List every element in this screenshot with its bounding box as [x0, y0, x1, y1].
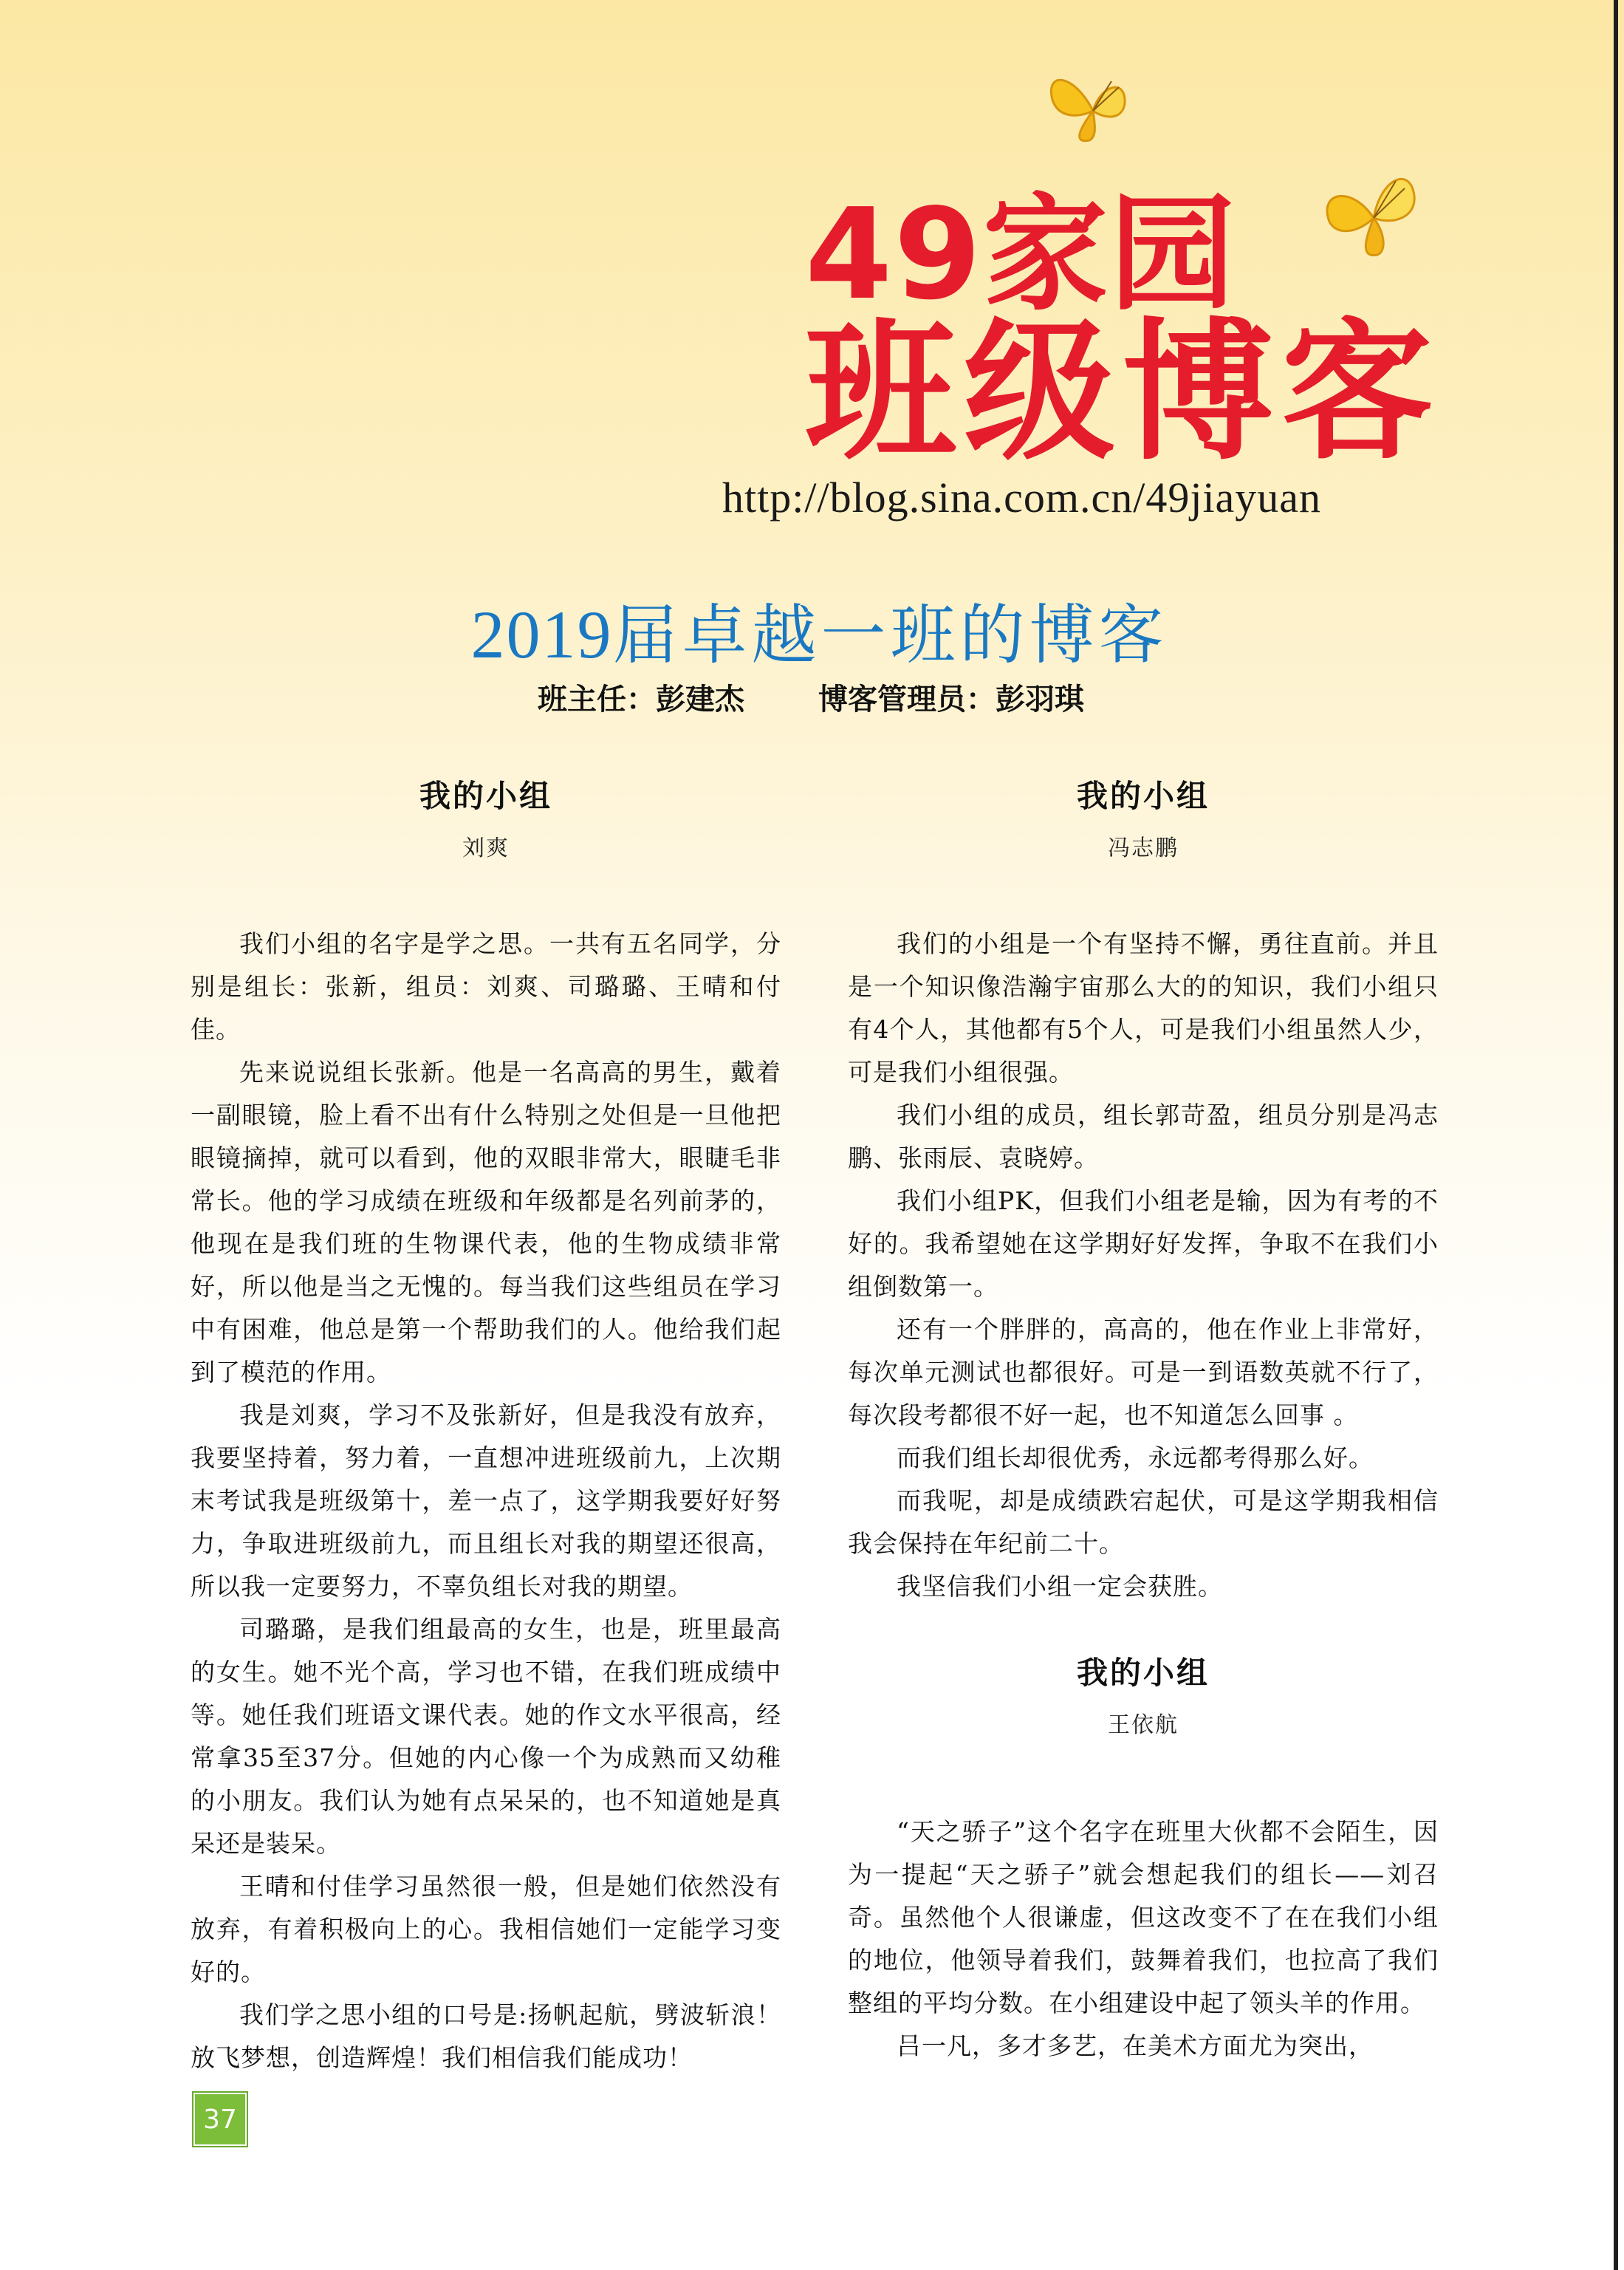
paragraph: 还有一个胖胖的，高高的，他在作业上非常好，每次单元测试也都很好。可是一到语数英就不行了，每次段考都很不好一起，也不知道怎么回事 。	[848, 1315, 1439, 1429]
masthead-title-line1: 49家园	[805, 182, 1237, 328]
blog-url[interactable]: http://blog.sina.com.cn/49jiayuan	[722, 474, 1322, 522]
article-title: 我的小组	[1076, 778, 1210, 814]
paragraph: 王晴和付佳学习虽然很一般，但是她们依然没有放弃，有着积极向上的心。我相信她们一定能学习变好的。	[191, 1872, 781, 1986]
article-body	[191, 923, 781, 2079]
staff-line	[538, 676, 1084, 718]
article-wang-yihang	[848, 1649, 1439, 2068]
paragraph: 我是刘爽，学习不及张新好，但是我没有放弃，我要坚持着，努力着，一直想冲进班级前九，上次期末考试我是班级第十，差一点了，这学期我要好好努力，争取进班级前九，而且组长对我的期望还很高，所以我一定要努力，不辜负组长对我的期望。	[191, 1401, 781, 1601]
article-feng-zhipeng	[848, 772, 1439, 1608]
article-title: 我的小组	[1076, 1655, 1210, 1691]
butterfly-icon	[1038, 66, 1148, 155]
paragraph: 我们小组的成员，组长郭苛盈，组员分别是冯志鹏、张雨辰、袁晓婷。	[848, 1101, 1439, 1172]
paragraph: 吕一凡，多才多艺，在美术方面尤为突出，	[897, 2031, 1374, 2060]
butterfly-icon	[1315, 163, 1433, 266]
paragraph: 我们的小组是一个有坚持不懈，勇往直前。并且是一个知识像浩瀚宇宙那么大的的知识，我们小组只有4个人，其他都有5个人，可是我们小组虽然人少，可是我们小组很强。	[848, 929, 1439, 1087]
article-liu-shuang	[191, 772, 781, 2079]
page-number-badge: 37	[193, 2093, 247, 2146]
article-title: 我的小组	[419, 778, 552, 814]
paragraph: 我们小组的名字是学之思。一共有五名同学，分别是组长：张新，组员：刘爽、司璐璐、王晴和付佳。	[191, 929, 781, 1044]
paragraph: 而我呢，却是成绩跌宕起伏，可是这学期我相信我会保持在年纪前二十。	[848, 1486, 1439, 1558]
article-author: 刘爽	[462, 835, 510, 861]
blog-title-text: 届卓越一班的博客	[612, 597, 1168, 673]
paragraph: 先来说说组长张新。他是一名高高的男生，戴着一副眼镜，脸上看不出有什么特别之处但是一旦他把眼镜摘掉，就可以看到，他的双眼非常大，眼睫毛非常长。他的学习成绩在班级和年级都是名列前茅的，他现在是我们班的生物课代表，他的生物成绩非常好，所以他是当之无愧的。每当我们这些组员在学习中有困难，他总是第一个帮助我们的人。他给我们起到了模范的作用。	[191, 1058, 781, 1387]
article-author: 王依航	[1108, 1712, 1179, 1738]
blog-title	[0, 584, 1624, 677]
article-author: 冯志鹏	[1108, 835, 1179, 861]
blog-title-year: 2019	[470, 597, 613, 672]
paragraph: 司璐璐，是我们组最高的女生，也是，班里最高的女生。她不光个高，学习也不错，在我们班成绩中等。她任我们班语文课代表。她的作文水平很高，经常拿35至37分。但她的内心像一个为成熟而又幼稚的小朋友。我们认为她有点呆呆的，也不知道她是真呆还是装呆。	[191, 1615, 781, 1858]
article-body	[848, 1811, 1439, 2068]
paragraph: 而我们组长却很优秀，永远都考得那么好。	[897, 1443, 1374, 1472]
article-body	[848, 923, 1439, 1608]
teacher-label: 班主任：彭建杰	[538, 683, 744, 717]
masthead-title-line2: 班级博客	[805, 305, 1440, 481]
paragraph: 我坚信我们小组一定会获胜。	[897, 1572, 1223, 1601]
paragraph: “天之骄子”这个名字在班里大伙都不会陌生，因为一提起“天之骄子”就会想起我们的组长——刘召奇。虽然他个人很谦虚，但这改变不了在在我们小组的地位，他领导着我们，鼓舞着我们，也拉高了我们整组的平均分数。在小组建设中起了领头羊的作用。	[848, 1817, 1439, 2017]
admin-label: 博客管理员：彭羽琪	[818, 683, 1084, 717]
paragraph: 我们小组PK，但我们小组老是输，因为有考的不好的。我希望她在这学期好好发挥，争取不在我们小组倒数第一。	[848, 1186, 1439, 1301]
paragraph: 我们学之思小组的口号是:扬帆起航，劈波斩浪！放飞梦想，创造辉煌！我们相信我们能成功！	[191, 2000, 781, 2072]
